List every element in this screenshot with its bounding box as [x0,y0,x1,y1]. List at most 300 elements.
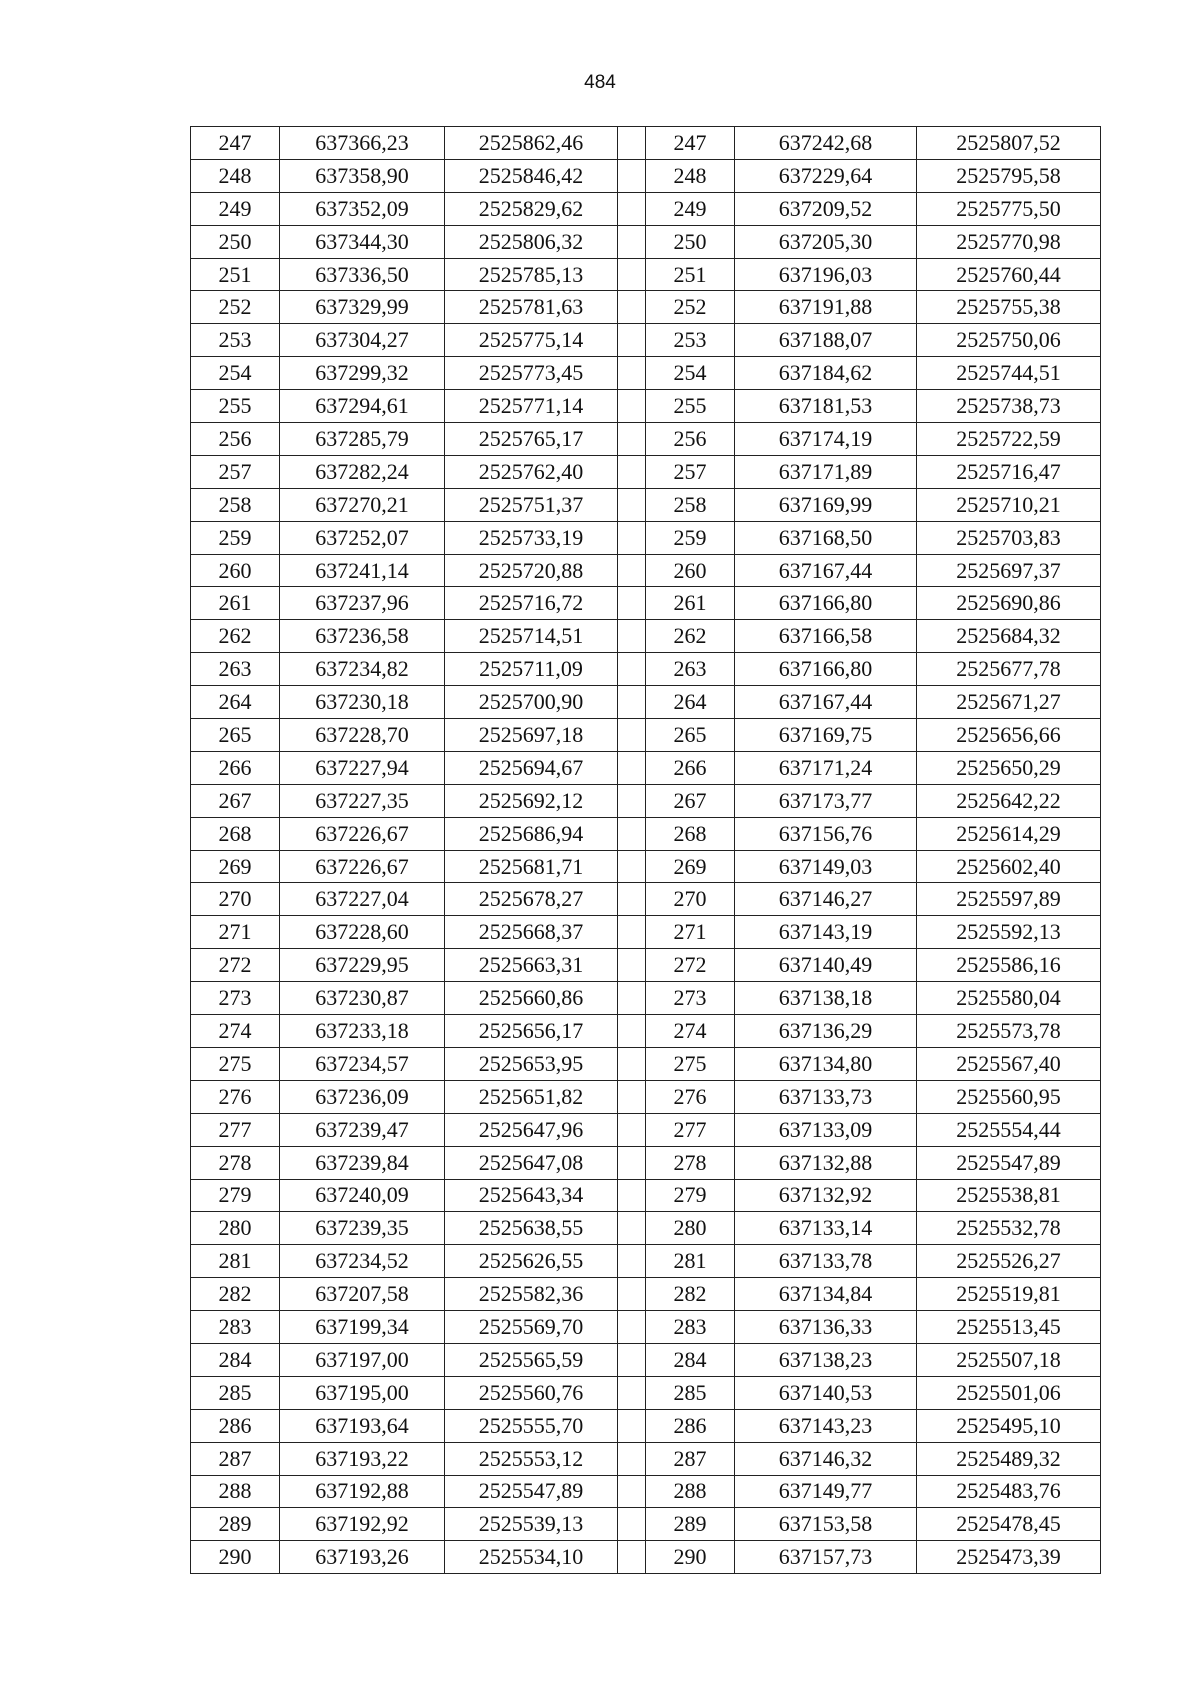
left-x-coordinate-cell: 637366,23 [280,127,445,160]
table-row [191,159,1101,192]
spacer-cell [618,883,646,916]
right-point-number-cell: 280 [646,1212,735,1245]
left-x-coordinate-cell: 637207,58 [280,1278,445,1311]
right-point-number-cell: 287 [646,1442,735,1475]
left-point-number-cell: 281 [191,1245,280,1278]
left-y-coordinate-cell: 2525647,08 [445,1146,618,1179]
spacer-cell [618,1311,646,1344]
right-y-coordinate-cell: 2525538,81 [917,1179,1101,1212]
left-x-coordinate-cell: 637230,18 [280,686,445,719]
left-y-coordinate-cell: 2525829,62 [445,192,618,225]
right-x-coordinate-cell: 637209,52 [735,192,917,225]
table-row [191,324,1101,357]
right-x-coordinate-cell: 637146,32 [735,1442,917,1475]
right-point-number-cell: 288 [646,1475,735,1508]
left-y-coordinate-cell: 2525660,86 [445,982,618,1015]
left-x-coordinate-cell: 637193,22 [280,1442,445,1475]
spacer-cell [618,554,646,587]
spacer-cell [618,521,646,554]
spacer-cell [618,192,646,225]
spacer-cell [618,1113,646,1146]
left-x-coordinate-cell: 637240,09 [280,1179,445,1212]
spacer-cell [618,159,646,192]
right-y-coordinate-cell: 2525483,76 [917,1475,1101,1508]
right-x-coordinate-cell: 637136,29 [735,1015,917,1048]
table-row [191,1113,1101,1146]
left-x-coordinate-cell: 637270,21 [280,488,445,521]
left-y-coordinate-cell: 2525681,71 [445,850,618,883]
table-row [191,554,1101,587]
right-y-coordinate-cell: 2525478,45 [917,1508,1101,1541]
left-y-coordinate-cell: 2525560,76 [445,1376,618,1409]
right-y-coordinate-cell: 2525697,37 [917,554,1101,587]
right-point-number-cell: 270 [646,883,735,916]
right-point-number-cell: 279 [646,1179,735,1212]
table-row [191,982,1101,1015]
right-x-coordinate-cell: 637169,99 [735,488,917,521]
left-y-coordinate-cell: 2525656,17 [445,1015,618,1048]
right-y-coordinate-cell: 2525560,95 [917,1080,1101,1113]
right-point-number-cell: 267 [646,784,735,817]
right-x-coordinate-cell: 637169,75 [735,719,917,752]
table-row [191,1179,1101,1212]
left-x-coordinate-cell: 637229,95 [280,949,445,982]
table-row [191,1245,1101,1278]
right-point-number-cell: 257 [646,455,735,488]
right-x-coordinate-cell: 637134,84 [735,1278,917,1311]
left-y-coordinate-cell: 2525716,72 [445,587,618,620]
left-point-number-cell: 263 [191,653,280,686]
spacer-cell [618,1278,646,1311]
right-point-number-cell: 268 [646,817,735,850]
right-y-coordinate-cell: 2525716,47 [917,455,1101,488]
left-y-coordinate-cell: 2525720,88 [445,554,618,587]
left-x-coordinate-cell: 637228,60 [280,916,445,949]
left-x-coordinate-cell: 637193,64 [280,1409,445,1442]
right-x-coordinate-cell: 637149,77 [735,1475,917,1508]
right-y-coordinate-cell: 2525567,40 [917,1047,1101,1080]
left-point-number-cell: 247 [191,127,280,160]
right-y-coordinate-cell: 2525519,81 [917,1278,1101,1311]
right-point-number-cell: 262 [646,620,735,653]
table-row [191,817,1101,850]
left-x-coordinate-cell: 637226,67 [280,850,445,883]
right-x-coordinate-cell: 637138,23 [735,1343,917,1376]
right-x-coordinate-cell: 637171,24 [735,751,917,784]
right-x-coordinate-cell: 637132,88 [735,1146,917,1179]
right-y-coordinate-cell: 2525775,50 [917,192,1101,225]
left-point-number-cell: 278 [191,1146,280,1179]
table-row [191,1311,1101,1344]
left-y-coordinate-cell: 2525806,32 [445,225,618,258]
left-y-coordinate-cell: 2525638,55 [445,1212,618,1245]
table-row [191,1508,1101,1541]
right-x-coordinate-cell: 637149,03 [735,850,917,883]
table-row [191,127,1101,160]
right-y-coordinate-cell: 2525580,04 [917,982,1101,1015]
left-point-number-cell: 285 [191,1376,280,1409]
right-y-coordinate-cell: 2525722,59 [917,423,1101,456]
spacer-cell [618,949,646,982]
spacer-cell [618,1475,646,1508]
table-row [191,587,1101,620]
right-x-coordinate-cell: 637168,50 [735,521,917,554]
spacer-cell [618,719,646,752]
table-row [191,390,1101,423]
left-y-coordinate-cell: 2525653,95 [445,1047,618,1080]
right-x-coordinate-cell: 637184,62 [735,357,917,390]
right-point-number-cell: 261 [646,587,735,620]
left-y-coordinate-cell: 2525711,09 [445,653,618,686]
left-point-number-cell: 264 [191,686,280,719]
spacer-cell [618,488,646,521]
left-x-coordinate-cell: 637199,34 [280,1311,445,1344]
left-point-number-cell: 268 [191,817,280,850]
left-y-coordinate-cell: 2525569,70 [445,1311,618,1344]
spacer-cell [618,1409,646,1442]
table-row [191,192,1101,225]
left-point-number-cell: 289 [191,1508,280,1541]
right-point-number-cell: 248 [646,159,735,192]
right-point-number-cell: 251 [646,258,735,291]
left-y-coordinate-cell: 2525775,14 [445,324,618,357]
left-x-coordinate-cell: 637234,82 [280,653,445,686]
left-y-coordinate-cell: 2525539,13 [445,1508,618,1541]
right-point-number-cell: 256 [646,423,735,456]
right-point-number-cell: 260 [646,554,735,587]
right-y-coordinate-cell: 2525750,06 [917,324,1101,357]
right-y-coordinate-cell: 2525547,89 [917,1146,1101,1179]
left-y-coordinate-cell: 2525700,90 [445,686,618,719]
right-y-coordinate-cell: 2525755,38 [917,291,1101,324]
spacer-cell [618,1541,646,1574]
right-point-number-cell: 271 [646,916,735,949]
left-y-coordinate-cell: 2525771,14 [445,390,618,423]
left-point-number-cell: 251 [191,258,280,291]
spacer-cell [618,258,646,291]
left-x-coordinate-cell: 637192,92 [280,1508,445,1541]
spacer-cell [618,1146,646,1179]
right-y-coordinate-cell: 2525650,29 [917,751,1101,784]
right-x-coordinate-cell: 637133,14 [735,1212,917,1245]
left-point-number-cell: 255 [191,390,280,423]
table-row [191,916,1101,949]
left-point-number-cell: 261 [191,587,280,620]
right-point-number-cell: 281 [646,1245,735,1278]
right-x-coordinate-cell: 637166,80 [735,587,917,620]
table-row [191,850,1101,883]
left-y-coordinate-cell: 2525773,45 [445,357,618,390]
table-row [191,784,1101,817]
left-x-coordinate-cell: 637336,50 [280,258,445,291]
left-y-coordinate-cell: 2525547,89 [445,1475,618,1508]
table-row [191,488,1101,521]
spacer-cell [618,1442,646,1475]
left-point-number-cell: 283 [191,1311,280,1344]
left-point-number-cell: 286 [191,1409,280,1442]
right-point-number-cell: 290 [646,1541,735,1574]
left-y-coordinate-cell: 2525694,67 [445,751,618,784]
table-row [191,455,1101,488]
right-y-coordinate-cell: 2525656,66 [917,719,1101,752]
right-y-coordinate-cell: 2525703,83 [917,521,1101,554]
spacer-cell [618,784,646,817]
right-x-coordinate-cell: 637205,30 [735,225,917,258]
right-y-coordinate-cell: 2525760,44 [917,258,1101,291]
left-point-number-cell: 270 [191,883,280,916]
right-x-coordinate-cell: 637157,73 [735,1541,917,1574]
right-point-number-cell: 255 [646,390,735,423]
right-x-coordinate-cell: 637146,27 [735,883,917,916]
spacer-cell [618,916,646,949]
table-row [191,686,1101,719]
right-x-coordinate-cell: 637134,80 [735,1047,917,1080]
table-row [191,883,1101,916]
spacer-cell [618,455,646,488]
right-y-coordinate-cell: 2525744,51 [917,357,1101,390]
left-x-coordinate-cell: 637197,00 [280,1343,445,1376]
left-point-number-cell: 277 [191,1113,280,1146]
left-point-number-cell: 271 [191,916,280,949]
left-x-coordinate-cell: 637241,14 [280,554,445,587]
table-row [191,719,1101,752]
left-x-coordinate-cell: 637233,18 [280,1015,445,1048]
coordinate-table [190,126,1101,1574]
right-y-coordinate-cell: 2525710,21 [917,488,1101,521]
right-point-number-cell: 283 [646,1311,735,1344]
right-y-coordinate-cell: 2525513,45 [917,1311,1101,1344]
left-point-number-cell: 288 [191,1475,280,1508]
table-row [191,1146,1101,1179]
left-y-coordinate-cell: 2525692,12 [445,784,618,817]
right-y-coordinate-cell: 2525684,32 [917,620,1101,653]
spacer-cell [618,324,646,357]
right-x-coordinate-cell: 637143,19 [735,916,917,949]
right-point-number-cell: 266 [646,751,735,784]
left-x-coordinate-cell: 637352,09 [280,192,445,225]
right-y-coordinate-cell: 2525554,44 [917,1113,1101,1146]
spacer-cell [618,850,646,883]
spacer-cell [618,587,646,620]
right-x-coordinate-cell: 637153,58 [735,1508,917,1541]
table-row [191,1541,1101,1574]
right-x-coordinate-cell: 637181,53 [735,390,917,423]
spacer-cell [618,751,646,784]
spacer-cell [618,1376,646,1409]
table-row [191,1475,1101,1508]
table-row [191,1343,1101,1376]
table-row [191,620,1101,653]
right-x-coordinate-cell: 637136,33 [735,1311,917,1344]
left-y-coordinate-cell: 2525678,27 [445,883,618,916]
left-y-coordinate-cell: 2525565,59 [445,1343,618,1376]
left-x-coordinate-cell: 637299,32 [280,357,445,390]
left-x-coordinate-cell: 637236,09 [280,1080,445,1113]
right-point-number-cell: 252 [646,291,735,324]
table-row [191,1376,1101,1409]
left-x-coordinate-cell: 637193,26 [280,1541,445,1574]
left-point-number-cell: 282 [191,1278,280,1311]
left-point-number-cell: 262 [191,620,280,653]
right-y-coordinate-cell: 2525671,27 [917,686,1101,719]
left-y-coordinate-cell: 2525626,55 [445,1245,618,1278]
table-row [191,751,1101,784]
table-row [191,1409,1101,1442]
right-x-coordinate-cell: 637140,49 [735,949,917,982]
left-x-coordinate-cell: 637227,35 [280,784,445,817]
left-point-number-cell: 258 [191,488,280,521]
left-point-number-cell: 267 [191,784,280,817]
left-point-number-cell: 248 [191,159,280,192]
right-x-coordinate-cell: 637173,77 [735,784,917,817]
right-x-coordinate-cell: 637167,44 [735,554,917,587]
right-point-number-cell: 254 [646,357,735,390]
right-y-coordinate-cell: 2525807,52 [917,127,1101,160]
left-x-coordinate-cell: 637230,87 [280,982,445,1015]
left-x-coordinate-cell: 637227,04 [280,883,445,916]
left-y-coordinate-cell: 2525733,19 [445,521,618,554]
left-x-coordinate-cell: 637239,47 [280,1113,445,1146]
right-x-coordinate-cell: 637242,68 [735,127,917,160]
right-y-coordinate-cell: 2525489,32 [917,1442,1101,1475]
left-point-number-cell: 284 [191,1343,280,1376]
table-row [191,291,1101,324]
right-x-coordinate-cell: 637166,80 [735,653,917,686]
right-point-number-cell: 275 [646,1047,735,1080]
left-point-number-cell: 259 [191,521,280,554]
right-point-number-cell: 285 [646,1376,735,1409]
left-point-number-cell: 250 [191,225,280,258]
right-point-number-cell: 263 [646,653,735,686]
table-row [191,258,1101,291]
right-x-coordinate-cell: 637133,73 [735,1080,917,1113]
left-x-coordinate-cell: 637236,58 [280,620,445,653]
right-y-coordinate-cell: 2525642,22 [917,784,1101,817]
left-x-coordinate-cell: 637344,30 [280,225,445,258]
left-y-coordinate-cell: 2525846,42 [445,159,618,192]
left-point-number-cell: 275 [191,1047,280,1080]
right-point-number-cell: 264 [646,686,735,719]
left-y-coordinate-cell: 2525553,12 [445,1442,618,1475]
right-x-coordinate-cell: 637166,58 [735,620,917,653]
right-point-number-cell: 250 [646,225,735,258]
right-y-coordinate-cell: 2525795,58 [917,159,1101,192]
left-x-coordinate-cell: 637294,61 [280,390,445,423]
left-y-coordinate-cell: 2525534,10 [445,1541,618,1574]
left-x-coordinate-cell: 637234,52 [280,1245,445,1278]
left-point-number-cell: 280 [191,1212,280,1245]
right-point-number-cell: 282 [646,1278,735,1311]
right-x-coordinate-cell: 637191,88 [735,291,917,324]
spacer-cell [618,291,646,324]
left-y-coordinate-cell: 2525697,18 [445,719,618,752]
spacer-cell [618,357,646,390]
spacer-cell [618,686,646,719]
left-x-coordinate-cell: 637227,94 [280,751,445,784]
table-row [191,1212,1101,1245]
left-x-coordinate-cell: 637234,57 [280,1047,445,1080]
right-x-coordinate-cell: 637132,92 [735,1179,917,1212]
left-y-coordinate-cell: 2525785,13 [445,258,618,291]
right-y-coordinate-cell: 2525507,18 [917,1343,1101,1376]
right-point-number-cell: 289 [646,1508,735,1541]
right-y-coordinate-cell: 2525586,16 [917,949,1101,982]
right-point-number-cell: 253 [646,324,735,357]
right-point-number-cell: 274 [646,1015,735,1048]
left-x-coordinate-cell: 637239,84 [280,1146,445,1179]
left-x-coordinate-cell: 637358,90 [280,159,445,192]
spacer-cell [618,423,646,456]
left-point-number-cell: 249 [191,192,280,225]
left-y-coordinate-cell: 2525555,70 [445,1409,618,1442]
right-point-number-cell: 273 [646,982,735,1015]
left-x-coordinate-cell: 637237,96 [280,587,445,620]
right-point-number-cell: 265 [646,719,735,752]
left-y-coordinate-cell: 2525762,40 [445,455,618,488]
left-x-coordinate-cell: 637304,27 [280,324,445,357]
table-row [191,1442,1101,1475]
table-row [191,1278,1101,1311]
left-y-coordinate-cell: 2525663,31 [445,949,618,982]
right-x-coordinate-cell: 637196,03 [735,258,917,291]
right-point-number-cell: 276 [646,1080,735,1113]
spacer-cell [618,1212,646,1245]
left-x-coordinate-cell: 637226,67 [280,817,445,850]
right-x-coordinate-cell: 637156,76 [735,817,917,850]
left-point-number-cell: 260 [191,554,280,587]
spacer-cell [618,620,646,653]
left-point-number-cell: 273 [191,982,280,1015]
spacer-cell [618,817,646,850]
table-row [191,357,1101,390]
spacer-cell [618,390,646,423]
left-point-number-cell: 257 [191,455,280,488]
left-point-number-cell: 265 [191,719,280,752]
left-point-number-cell: 274 [191,1015,280,1048]
left-y-coordinate-cell: 2525751,37 [445,488,618,521]
left-point-number-cell: 256 [191,423,280,456]
right-x-coordinate-cell: 637133,78 [735,1245,917,1278]
spacer-cell [618,1080,646,1113]
right-point-number-cell: 247 [646,127,735,160]
left-y-coordinate-cell: 2525862,46 [445,127,618,160]
right-y-coordinate-cell: 2525690,86 [917,587,1101,620]
right-y-coordinate-cell: 2525501,06 [917,1376,1101,1409]
spacer-cell [618,982,646,1015]
left-x-coordinate-cell: 637195,00 [280,1376,445,1409]
left-y-coordinate-cell: 2525647,96 [445,1113,618,1146]
right-x-coordinate-cell: 637143,23 [735,1409,917,1442]
right-y-coordinate-cell: 2525597,89 [917,883,1101,916]
left-point-number-cell: 269 [191,850,280,883]
right-y-coordinate-cell: 2525526,27 [917,1245,1101,1278]
right-y-coordinate-cell: 2525602,40 [917,850,1101,883]
left-x-coordinate-cell: 637252,07 [280,521,445,554]
right-x-coordinate-cell: 637188,07 [735,324,917,357]
right-x-coordinate-cell: 637174,19 [735,423,917,456]
right-y-coordinate-cell: 2525738,73 [917,390,1101,423]
right-x-coordinate-cell: 637167,44 [735,686,917,719]
spacer-cell [618,1245,646,1278]
left-y-coordinate-cell: 2525714,51 [445,620,618,653]
right-y-coordinate-cell: 2525473,39 [917,1541,1101,1574]
right-x-coordinate-cell: 637133,09 [735,1113,917,1146]
left-x-coordinate-cell: 637192,88 [280,1475,445,1508]
right-point-number-cell: 259 [646,521,735,554]
left-point-number-cell: 290 [191,1541,280,1574]
right-point-number-cell: 277 [646,1113,735,1146]
left-x-coordinate-cell: 637228,70 [280,719,445,752]
